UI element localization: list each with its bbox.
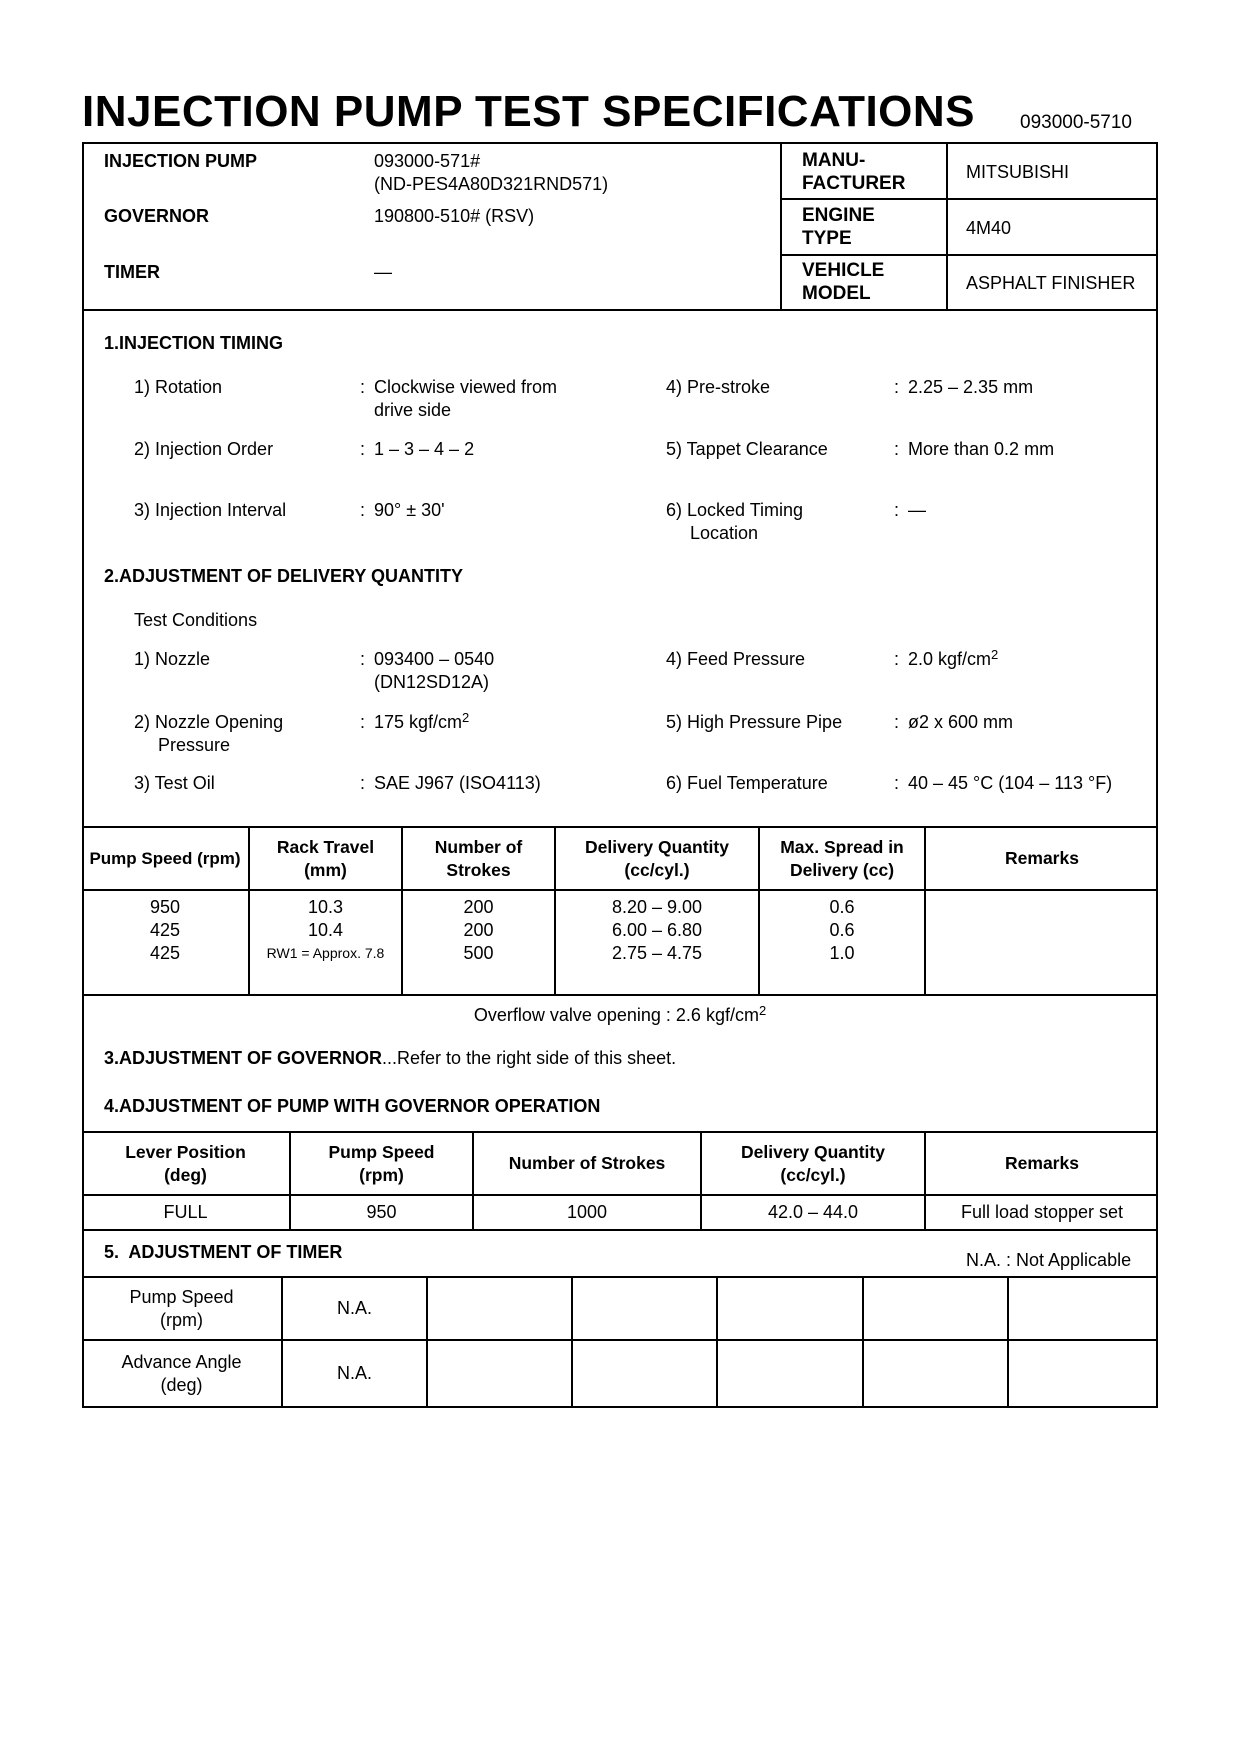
- table-cell: 1000: [566, 1202, 608, 1222]
- row-label-text: (rpm): [160, 1309, 203, 1330]
- feed-pressure-label: 4) Feed Pressure: [666, 649, 806, 669]
- injection-interval-label: 3) Injection Interval: [134, 500, 287, 520]
- timer-label: TIMER: [104, 262, 160, 282]
- tappet-clearance-value: More than 0.2 mm: [908, 439, 1055, 459]
- divider: [780, 254, 1158, 256]
- manufacturer-label: [802, 149, 905, 195]
- document-number: 093000-5710: [1020, 112, 1132, 133]
- overflow-valve-note: [82, 1004, 1158, 1027]
- fuel-temperature-value: 40 – 45 °C (104 – 113 °F): [908, 773, 1113, 793]
- header-text: (deg): [164, 1164, 207, 1185]
- header-text: Delivery (cc): [789, 859, 895, 880]
- col-header-pump-speed: [291, 1133, 472, 1194]
- overflow-valve-text: Overflow valve opening : 2.6 kgf/cm: [473, 1005, 759, 1025]
- section-injection-timing-title: 1.INJECTION TIMING: [104, 333, 284, 353]
- colon: :: [360, 773, 366, 793]
- table-cell: 200: [463, 920, 494, 940]
- header-text: (mm): [304, 859, 347, 880]
- manufacturer-label-line2: FACTURER: [802, 173, 906, 194]
- divider: [946, 142, 948, 310]
- table-cell: 0.6: [829, 897, 855, 917]
- col-header-strokes: [403, 828, 554, 889]
- pre-stroke-value: 2.25 – 2.35 mm: [908, 377, 1034, 397]
- tappet-clearance-label: 5) Tappet Clearance: [666, 439, 828, 459]
- table-cell: 42.0 – 44.0: [767, 1202, 859, 1222]
- table-cell: 425: [149, 920, 181, 940]
- vehicle-model-label-line1: VEHICLE: [802, 260, 885, 281]
- test-conditions-label: Test Conditions: [134, 610, 258, 630]
- rotation-label: 1) Rotation: [134, 377, 223, 397]
- not-applicable-note: N.A. : Not Applicable: [966, 1250, 1132, 1270]
- injection-order-label: 2) Injection Order: [134, 439, 274, 459]
- injection-pump-model: (ND-PES4A80D321RND571): [374, 174, 609, 194]
- timer-value: —: [374, 262, 392, 282]
- divider: [82, 309, 1158, 311]
- divider: [426, 1276, 428, 1406]
- table-cell: 950: [366, 1202, 397, 1222]
- row-label-text: Pump Speed: [129, 1286, 234, 1307]
- header-text: Pump Speed: [328, 1141, 435, 1162]
- header-text: Strokes: [446, 859, 511, 880]
- divider: [780, 198, 1158, 200]
- header-text: Pump Speed (rpm): [89, 849, 241, 868]
- timer-advance-angle-value: [283, 1341, 426, 1406]
- table-cell: 6.00 – 6.80: [611, 920, 703, 940]
- vehicle-model-label: [802, 259, 884, 305]
- table-cell: 0.6: [829, 920, 855, 940]
- rotation-value-line2: drive side: [374, 400, 452, 420]
- colon: :: [360, 377, 366, 397]
- col-header-remarks: [926, 828, 1158, 889]
- col-header-max-spread: [760, 828, 924, 889]
- header-text: (cc/cyl.): [624, 859, 690, 880]
- header-text: Number of Strokes: [508, 1153, 666, 1173]
- table-cell: FULL: [163, 1202, 208, 1222]
- timer-pump-speed-label: [82, 1278, 281, 1339]
- header-text: Max. Spread in: [780, 836, 904, 857]
- row-value-text: N.A.: [336, 1363, 372, 1383]
- rotation-value: Clockwise viewed from: [374, 377, 558, 397]
- engine-type-label: [802, 204, 875, 250]
- header-text: Delivery Quantity: [585, 836, 729, 857]
- colon: :: [894, 649, 900, 669]
- timer-pump-speed-value: [283, 1278, 426, 1339]
- nozzle-label: 1) Nozzle: [134, 649, 211, 669]
- section-governor-title: 3.ADJUSTMENT OF GOVERNOR: [104, 1048, 383, 1068]
- nozzle-opening-pressure-label: 2) Nozzle Opening: [134, 712, 284, 732]
- divider: [82, 994, 1158, 996]
- engine-type-label-line1: ENGINE: [802, 205, 875, 226]
- header-text: (rpm): [359, 1164, 404, 1185]
- divider: [82, 1194, 1158, 1196]
- pre-stroke-label: 4) Pre-stroke: [666, 377, 771, 397]
- row-label-text: Advance Angle: [121, 1351, 242, 1372]
- governor-label: GOVERNOR: [104, 206, 210, 226]
- feed-pressure-text: 2.0 kgf/cm: [908, 649, 992, 669]
- header-text: Delivery Quantity: [741, 1141, 885, 1162]
- nozzle-opening-pressure-text: 175 kgf/cm: [374, 712, 463, 732]
- divider: [82, 889, 1158, 891]
- engine-type-value: 4M40: [966, 218, 1012, 238]
- colon: :: [894, 712, 900, 732]
- divider: [571, 1276, 573, 1406]
- superscript: 2: [991, 647, 999, 662]
- section-governor: [104, 1047, 676, 1070]
- colon: :: [360, 500, 366, 520]
- divider: [716, 1276, 718, 1406]
- manufacturer-value: MITSUBISHI: [966, 162, 1070, 182]
- timer-advance-angle-label: [82, 1341, 281, 1406]
- injection-order-value: 1 – 3 – 4 – 2: [374, 439, 475, 459]
- col-header-strokes: [474, 1133, 700, 1194]
- table-cell: 2.75 – 4.75: [611, 943, 703, 963]
- injection-interval-value: 90° ± 30': [374, 500, 445, 520]
- manufacturer-label-line1: MANU-: [802, 150, 866, 171]
- colon: :: [360, 439, 366, 459]
- divider: [862, 1276, 864, 1406]
- col-header-lever-position: [82, 1133, 289, 1194]
- col-header-delivery-quantity: [702, 1133, 924, 1194]
- high-pressure-pipe-value: ø2 x 600 mm: [908, 712, 1014, 732]
- nozzle-value: 093400 – 0540: [374, 649, 495, 669]
- locked-timing-label: 6) Locked Timing: [666, 500, 804, 520]
- section-pump-governor-title: 4.ADJUSTMENT OF PUMP WITH GOVERNOR OPERATION: [104, 1096, 601, 1116]
- header-text: Remarks: [1005, 848, 1079, 868]
- table-cell: 10.3: [307, 897, 344, 917]
- nozzle-model: (DN12SD12A): [374, 672, 490, 692]
- governor-value: 190800-510# (RSV): [374, 206, 535, 226]
- fuel-temperature-label: 6) Fuel Temperature: [666, 773, 828, 793]
- colon: :: [894, 377, 900, 397]
- nozzle-opening-pressure-label-line2: Pressure: [158, 735, 231, 755]
- row-label-text: (deg): [160, 1374, 203, 1395]
- header-text: Lever Position: [125, 1141, 246, 1162]
- vehicle-model-value: ASPHALT FINISHER: [966, 273, 1136, 293]
- table-cell: Full load stopper set: [960, 1202, 1124, 1222]
- row-value-text: N.A.: [336, 1298, 372, 1318]
- colon: :: [894, 773, 900, 793]
- colon: :: [360, 649, 366, 669]
- table-cell: RW1 = Approx. 7.8: [266, 945, 385, 961]
- high-pressure-pipe-label: 5) High Pressure Pipe: [666, 712, 843, 732]
- page-title: INJECTION PUMP TEST SPECIFICATIONS: [82, 87, 976, 136]
- colon: :: [360, 712, 366, 732]
- locked-timing-label-line2: Location: [690, 523, 759, 543]
- injection-pump-label: INJECTION PUMP: [104, 151, 258, 171]
- header-text: (cc/cyl.): [780, 1164, 846, 1185]
- section-timer-title: 5. ADJUSTMENT OF TIMER: [104, 1242, 343, 1262]
- colon: :: [894, 500, 900, 520]
- injection-pump-value: 093000-571#: [374, 151, 481, 171]
- table-cell: 1.0: [829, 943, 855, 963]
- divider: [780, 142, 782, 310]
- divider: [1007, 1276, 1009, 1406]
- locked-timing-value: —: [908, 500, 926, 520]
- feed-pressure-value: [908, 648, 998, 671]
- section-governor-text: ...Refer to the right side of this sheet.: [382, 1048, 677, 1068]
- header-text: Rack Travel: [276, 836, 375, 857]
- header-text: Number of: [434, 836, 523, 857]
- superscript: 2: [758, 1003, 767, 1018]
- nozzle-opening-pressure-value: [374, 711, 469, 734]
- col-header-pump-speed: [82, 828, 248, 889]
- table-cell: 10.4: [307, 920, 344, 940]
- col-header-delivery-quantity: [556, 828, 758, 889]
- test-oil-label: 3) Test Oil: [134, 773, 215, 793]
- col-header-remarks: [926, 1133, 1158, 1194]
- col-header-rack-travel: [250, 828, 401, 889]
- table-cell: 425: [149, 943, 181, 963]
- table-cell: 950: [149, 897, 181, 917]
- section-delivery-quantity-title: 2.ADJUSTMENT OF DELIVERY QUANTITY: [104, 566, 464, 586]
- header-text: Remarks: [1005, 1153, 1079, 1173]
- divider: [82, 1229, 1158, 1231]
- vehicle-model-label-line2: MODEL: [802, 283, 871, 304]
- superscript: 2: [462, 710, 470, 725]
- engine-type-label-line2: TYPE: [802, 228, 852, 249]
- table-cell: 200: [463, 897, 494, 917]
- table-cell: 8.20 – 9.00: [611, 897, 703, 917]
- table-cell: 500: [463, 943, 494, 963]
- colon: :: [894, 439, 900, 459]
- test-oil-value: SAE J967 (ISO4113): [374, 773, 541, 793]
